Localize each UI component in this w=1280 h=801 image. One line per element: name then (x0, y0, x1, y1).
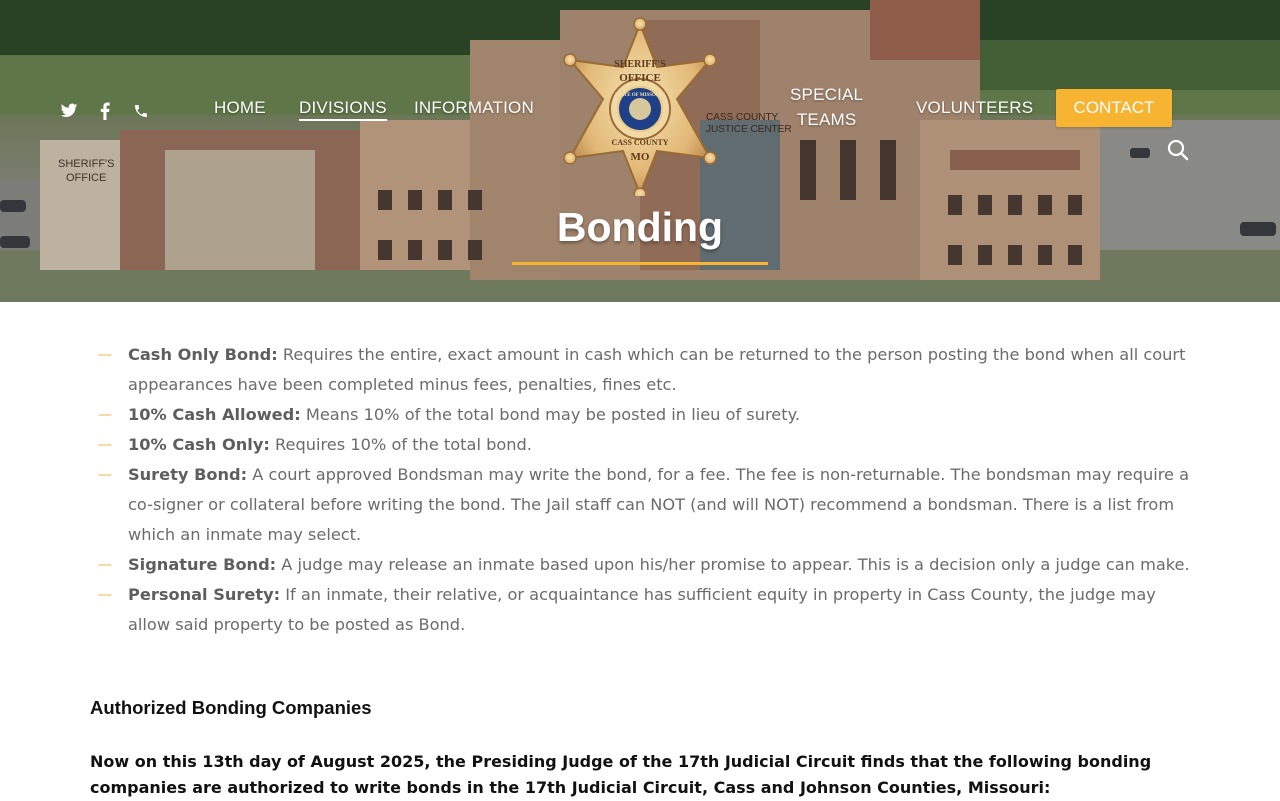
building-sign-sheriffs-line1: SHERIFF'S (58, 158, 115, 170)
bond-term: Personal Surety: (128, 585, 281, 604)
bond-term: Signature Bond: (128, 555, 277, 574)
bond-description: Requires 10% of the total bond. (269, 435, 532, 454)
building-sign-justice-line1: CASS COUNTY (706, 112, 779, 123)
search-icon[interactable] (1166, 138, 1190, 162)
bond-types-section (90, 340, 1200, 640)
nav-special-teams[interactable] (790, 82, 863, 132)
bullet-dash: — (98, 437, 112, 453)
bond-description: Requires the entire, exact amount in cash which can be returned to the person posting the bond when all court appearances have been completed minus fees, penalties, fines etc. (128, 345, 1186, 394)
phone-icon[interactable] (130, 100, 152, 122)
bullet-dash: — (98, 407, 112, 423)
social-links (58, 100, 152, 122)
list-item (90, 400, 1200, 430)
list-item (90, 550, 1200, 580)
list-item (90, 340, 1200, 400)
sheriff-badge-logo[interactable] (560, 14, 720, 196)
facebook-icon[interactable] (94, 100, 116, 122)
nav-special-line2: TEAMS (796, 110, 857, 129)
contact-button[interactable]: CONTACT (1056, 89, 1172, 127)
title-underline (512, 262, 768, 265)
twitter-icon[interactable] (58, 100, 80, 122)
list-item (90, 460, 1200, 550)
bullet-dash: — (98, 557, 112, 573)
bond-term: Surety Bond: (128, 465, 248, 484)
bond-description: Means 10% of the total bond may be posted in lieu of surety. (300, 405, 801, 424)
nav-divisions[interactable]: DIVISIONS (299, 98, 387, 121)
bond-description: If an inmate, their relative, or acquaintance has sufficient equity in property in Cass County, the judge may allow said property to be posted as Bond. (128, 585, 1156, 634)
bond-term: Cash Only Bond: (128, 345, 278, 364)
building-sign-justice-line2: JUSTICE CENTER (706, 124, 792, 135)
badge-seal-text: STATE OF MISSOURI (614, 93, 666, 98)
badge-county-text: CASS COUNTY (611, 138, 669, 147)
nav-special-line1: SPECIAL (790, 85, 864, 104)
badge-state-text: MO (630, 151, 650, 163)
nav-volunteers[interactable]: VOLUNTEERS (916, 98, 1034, 117)
list-item (90, 430, 1200, 460)
bond-term: 10% Cash Allowed: (128, 405, 301, 424)
authorized-heading: Authorized Bonding Companies (90, 697, 372, 718)
bond-description: A judge may release an inmate based upon his/her promise to appear. This is a decision only a judge can make. (276, 555, 1190, 574)
bullet-dash: — (98, 587, 112, 603)
page-title: Bonding (556, 204, 724, 250)
authorization-order-text: Now on this 13th day of August 2025, the Presiding Judge of the 17th Judicial Circuit finds that the following bonding companies are authorized to write bonds in the 17th Judicial Circuit, Cass and Johnson Counties, Missouri: (90, 752, 1152, 797)
building-sign-sheriffs-line2: OFFICE (66, 172, 107, 184)
list-item (90, 580, 1200, 640)
bond-term: 10% Cash Only: (128, 435, 270, 454)
bond-description: A court approved Bondsman may write the bond, for a fee. The fee is non-returnable. The bondsman may require a co-signer or collateral before writing the bond. The Jail staff can NOT (and will NOT) recommend a bondsman. There is a list from which an inmate may select. (128, 465, 1190, 544)
hero-banner (0, 0, 1280, 302)
bond-types-list (90, 340, 1200, 640)
nav-information[interactable]: INFORMATION (414, 98, 534, 117)
nav-home[interactable]: HOME (214, 98, 266, 117)
badge-sheriffs-text: SHERIFF'S (614, 59, 666, 70)
bullet-dash: — (98, 467, 112, 483)
bullet-dash: — (98, 347, 112, 363)
badge-office-text: OFFICE (619, 72, 661, 84)
